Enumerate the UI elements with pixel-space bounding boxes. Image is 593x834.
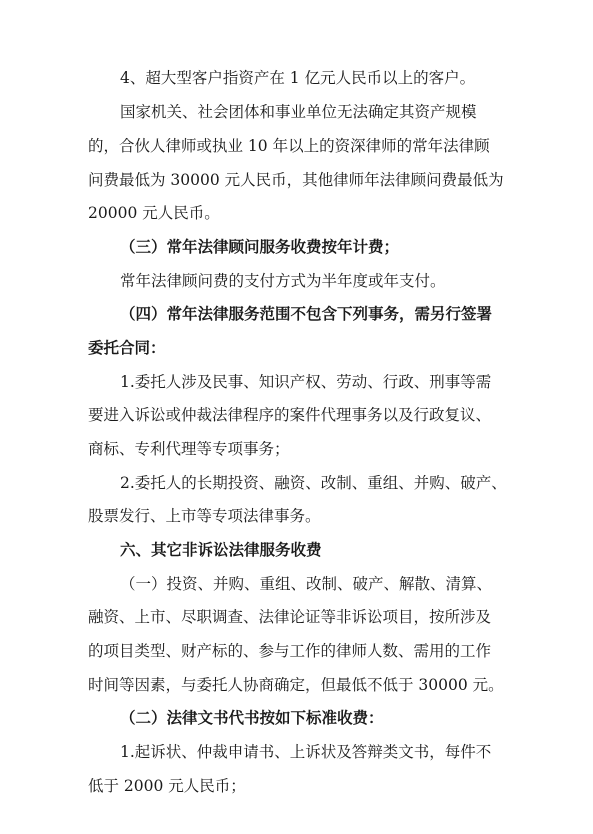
section-heading: （三）常年法律顾问服务收费按年计费； [120, 237, 400, 256]
paragraph-line: 1.起诉状、仲裁申请书、上诉状及答辩类文书，每件不 [120, 743, 492, 761]
section-heading: 六、其它非诉讼法律服务收费 [120, 540, 322, 559]
paragraph-line: （一）投资、并购、重组、改制、破产、解散、清算、 [120, 575, 493, 593]
paragraph-line: 4、超大型客户指资产在 1 亿元人民币以上的客户。 [120, 69, 476, 87]
paragraph-line: 的项目类型、财产标的、参与工作的律师人数、需用的工作 [88, 642, 492, 660]
paragraph-line: 常年法律顾问费的支付方式为半年度或年支付。 [120, 272, 446, 290]
paragraph-line: 2.委托人的长期投资、融资、改制、重组、并购、破产、 [120, 474, 507, 492]
paragraph-line: 1.委托人涉及民事、知识产权、劳动、行政、刑事等需 [120, 373, 492, 391]
paragraph-line: 问费最低为 30000 元人民币，其他律师年法律顾问费最低为 [88, 171, 504, 189]
paragraph-line: 低于 2000 元人民币； [88, 777, 246, 795]
paragraph-line: 股票发行、上市等专项法律事务。 [88, 507, 321, 525]
section-heading: 委托合同： [88, 338, 166, 357]
paragraph-line: 的，合伙人律师或执业 10 年以上的资深律师的常年法律顾 [88, 137, 490, 155]
section-heading: （四）常年法律服务范围不包含下列事务，需另行签署 [120, 304, 493, 323]
paragraph-line: 时间等因素，与委托人协商确定，但最低不低于 30000 元。 [88, 676, 504, 694]
paragraph-line: 20000 元人民币。 [88, 204, 220, 222]
paragraph-line: 融资、上市、尽职调查、法律论证等非诉讼项目，按所涉及 [88, 608, 492, 626]
paragraph-line: 国家机关、社会团体和事业单位无法确定其资产规模 [120, 103, 477, 121]
paragraph-line: 商标、专利代理等专项事务； [88, 440, 290, 458]
paragraph-line: 要进入诉讼或仲裁法律程序的案件代理事务以及行政复议、 [88, 406, 492, 424]
section-heading: （二）法律文书代书按如下标准收费： [120, 708, 384, 727]
